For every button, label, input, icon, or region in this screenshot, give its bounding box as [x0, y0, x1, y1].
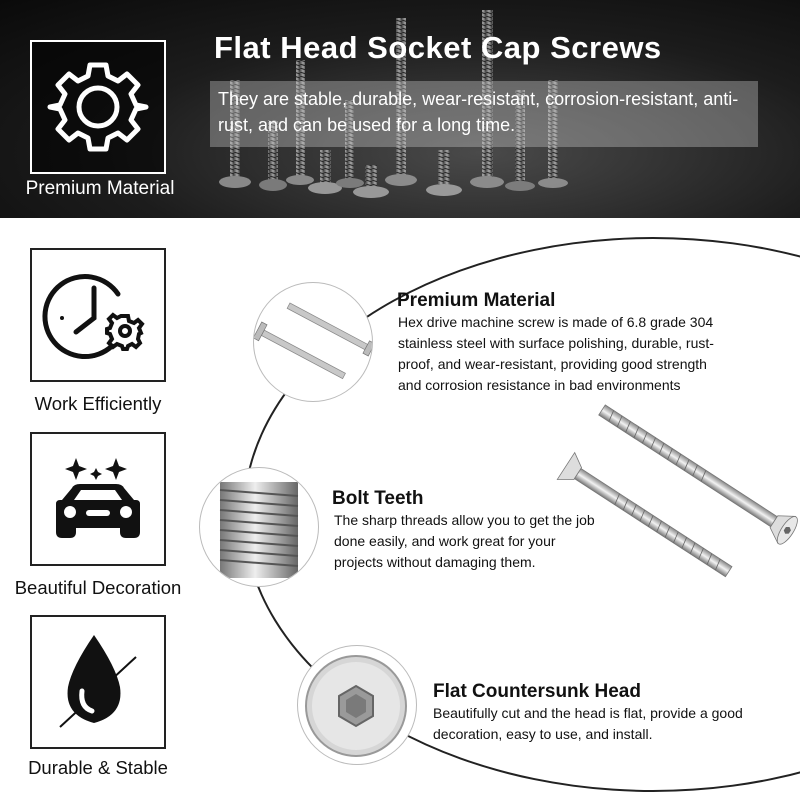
feature-text-flat-countersunk-head: Beautifully cut and the head is flat, provide a good decoration, easy to use, and install.: [433, 705, 743, 742]
beautiful-decoration-box: [30, 432, 166, 566]
feature-title-bolt-teeth: Bolt Teeth: [332, 488, 424, 509]
droplet-icon: [32, 617, 164, 747]
banner-description: They are stable, durable, wear-resistant, corrosion-resistant, anti-rust, and can be used for a long time.: [210, 81, 758, 147]
bolt-threads-thumbnail: [199, 467, 319, 587]
feature-text-premium-material: Hex drive machine screw is made of 6.8 grade 304 stainless steel with surface polishing, durable, rust-proof, and wear-resistant, providing good strength and corrosion resistance in bad environments: [398, 314, 714, 393]
work-efficiently-label: Work Efficiently: [34, 393, 162, 414]
work-efficiently-box: [30, 248, 166, 382]
gear-icon: [32, 42, 164, 172]
durable-stable-label: Durable & Stable: [28, 757, 168, 778]
clock-gear-icon: [32, 250, 164, 380]
premium-material-badge-label: Premium Material: [25, 178, 175, 199]
beautiful-decoration-label: Beautiful Decoration: [14, 577, 182, 598]
feature-text-bolt-teeth: The sharp threads allow you to get the job done easily, and work great for your projects without damaging them.: [334, 512, 595, 570]
premium-material-badge: [30, 40, 166, 174]
feature-title-premium-material: Premium Material: [397, 290, 556, 311]
page-title: Flat Head Socket Cap Screws: [214, 30, 662, 65]
screws-pair-thumbnail: [253, 282, 373, 402]
durable-stable-box: [30, 615, 166, 749]
feature-title-flat-countersunk-head: Flat Countersunk Head: [433, 681, 641, 702]
hero-banner: [0, 0, 800, 218]
car-sparkle-icon: [32, 434, 164, 564]
countersunk-head-thumbnail: [297, 645, 417, 765]
